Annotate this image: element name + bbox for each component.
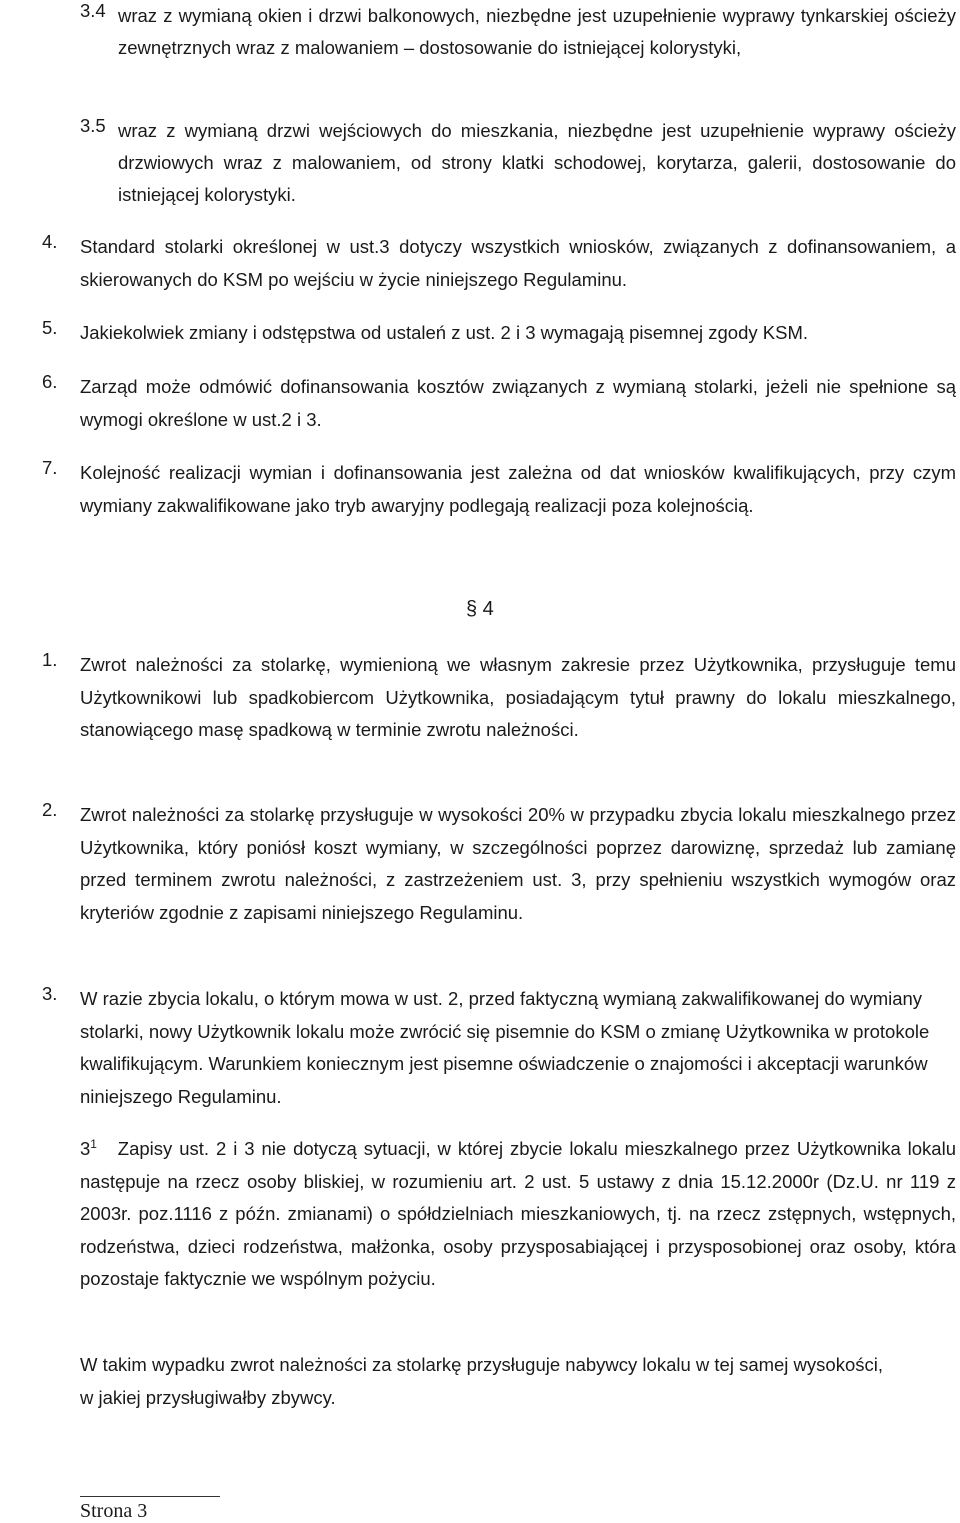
list-item-superscript: 1 (90, 1136, 97, 1151)
list-item-number: 3 (80, 1138, 91, 1159)
section-heading: § 4 (466, 598, 494, 620)
list-item-b-3 (42, 983, 940, 1113)
sub-item-number: 3.4 (80, 0, 106, 21)
sub-item-text: wraz z wymianą okien i drzwi balkonowych, niezbędne jest uzupełnienie wyprawy tynkarskiej ościeży zewnętrznych wraz z malowaniem – dostosowanie do istniejącej kolorystyki, (118, 5, 956, 58)
page-footer: Strona 3 (80, 1500, 148, 1522)
list-item-text: Kolejność realizacji wymian i dofinansowania jest zależna od dat wniosków kwalifikujących, przy czym wymiany zakwalifikowane jako tryb awaryjny podlegają realizacji poza kolejnością. (80, 462, 956, 516)
list-item-text: Zwrot należności za stolarkę przysługuje w wysokości 20% w przypadku zbycia lokalu mieszkalnego przez Użytkownika, który poniósł koszt wymiany, w szczególności poprzez darowiznę, sprzedaż lub zamianę przed terminem zwrotu należności, z zastrzeżeniem ust. 3, przy spełnieniu wszystkich wymogów oraz kryteriów zgodnie z zapisami niniejszego Regulaminu. (80, 804, 956, 923)
list-item-b-1 (42, 649, 956, 747)
list-item-number: 1. (42, 649, 58, 670)
list-item-number: 6. (42, 371, 58, 392)
list-item-text: W razie zbycia lokalu, o którym mowa w ust. 2, przed faktyczną wymianą zakwalifikowanej do wymiany stolarki, nowy Użytkownik lokalu może zwrócić się pisemnie do KSM o zmianę Użytkownika w protokole kwalifikującym. Warunkiem koniecznym jest pisemne oświadczenie o znajomości i akceptacji warunków niniejszego Regulaminu. (80, 988, 930, 1107)
list-item-b-2 (42, 799, 956, 929)
list-item-7 (42, 457, 956, 522)
list-item-text: Standard stolarki określonej w ust.3 dotyczy wszystkich wniosków, związanych z dofinansowaniem, a skierowanych do KSM po wejściu w życie niniejszego Regulaminu. (80, 236, 956, 290)
list-item-number: 7. (42, 457, 58, 478)
list-item-text: Zwrot należności za stolarkę, wymienioną we własnym zakresie przez Użytkownika, przysługuje temu Użytkownikowi lub spadkobiercom Użytkownika, posiadającym tytuł prawny do lokalu mieszkalnego, stanowiącego masę spadkową w terminie zwrotu należności. (80, 654, 956, 740)
list-item-4 (42, 231, 956, 296)
footer-divider (80, 1496, 220, 1497)
sub-item-text: wraz z wymianą drzwi wejściowych do mieszkania, niezbędne jest uzupełnienie wyprawy ościeży drzwiowych wraz z malowaniem, od strony klatki schodowej, korytarza, galerii, dostosowanie do istniejącej kolorystyki. (118, 120, 956, 205)
sub-item-number: 3.5 (80, 115, 106, 136)
list-item-number: 5. (42, 317, 58, 338)
list-item-text: Jakiekolwiek zmiany i odstępstwa od ustaleń z ust. 2 i 3 wymagają pisemnej zgody KSM. (80, 322, 809, 343)
closing-paragraph: W takim wypadku zwrot należności za stolarkę przysługuje nabywcy lokalu w tej samej wysokości, w jakiej przysługiwałby zbywcy. (80, 1354, 883, 1408)
sub-item-3-4 (80, 0, 956, 64)
list-item-6 (42, 371, 956, 436)
list-item-text: Zapisy ust. 2 i 3 nie dotyczą sytuacji, w której zbycie lokalu mieszkalnego przez Użytkownika lokalu następuje na rzecz osoby bliskiej, w rozumieniu art. 2 ust. 5 ustawy z dnia 15.12.2000r (Dz.U. nr 119 z 2003r. poz.1116 z późn. zmianami) o spółdzielniach mieszkaniowych, tj. na rzecz zstępnych, wstępnych, rodzeństwa, dzieci rodzeństwa, małżonka, osoby przysposabiającej i przysposobionej oraz osoby, która pozostaje faktycznie we wspólnym pożyciu. (80, 1138, 956, 1289)
list-item-number: 3. (42, 983, 58, 1004)
list-item-text: Zarząd może odmówić dofinansowania kosztów związanych z wymianą stolarki, jeżeli nie spełnione są wymogi określone w ust.2 i 3. (80, 376, 956, 430)
list-item-3-1 (80, 1133, 956, 1296)
sub-item-3-5 (80, 115, 956, 211)
list-item-number: 2. (42, 799, 58, 820)
list-item-number: 4. (42, 231, 58, 252)
list-item-5 (42, 317, 956, 350)
